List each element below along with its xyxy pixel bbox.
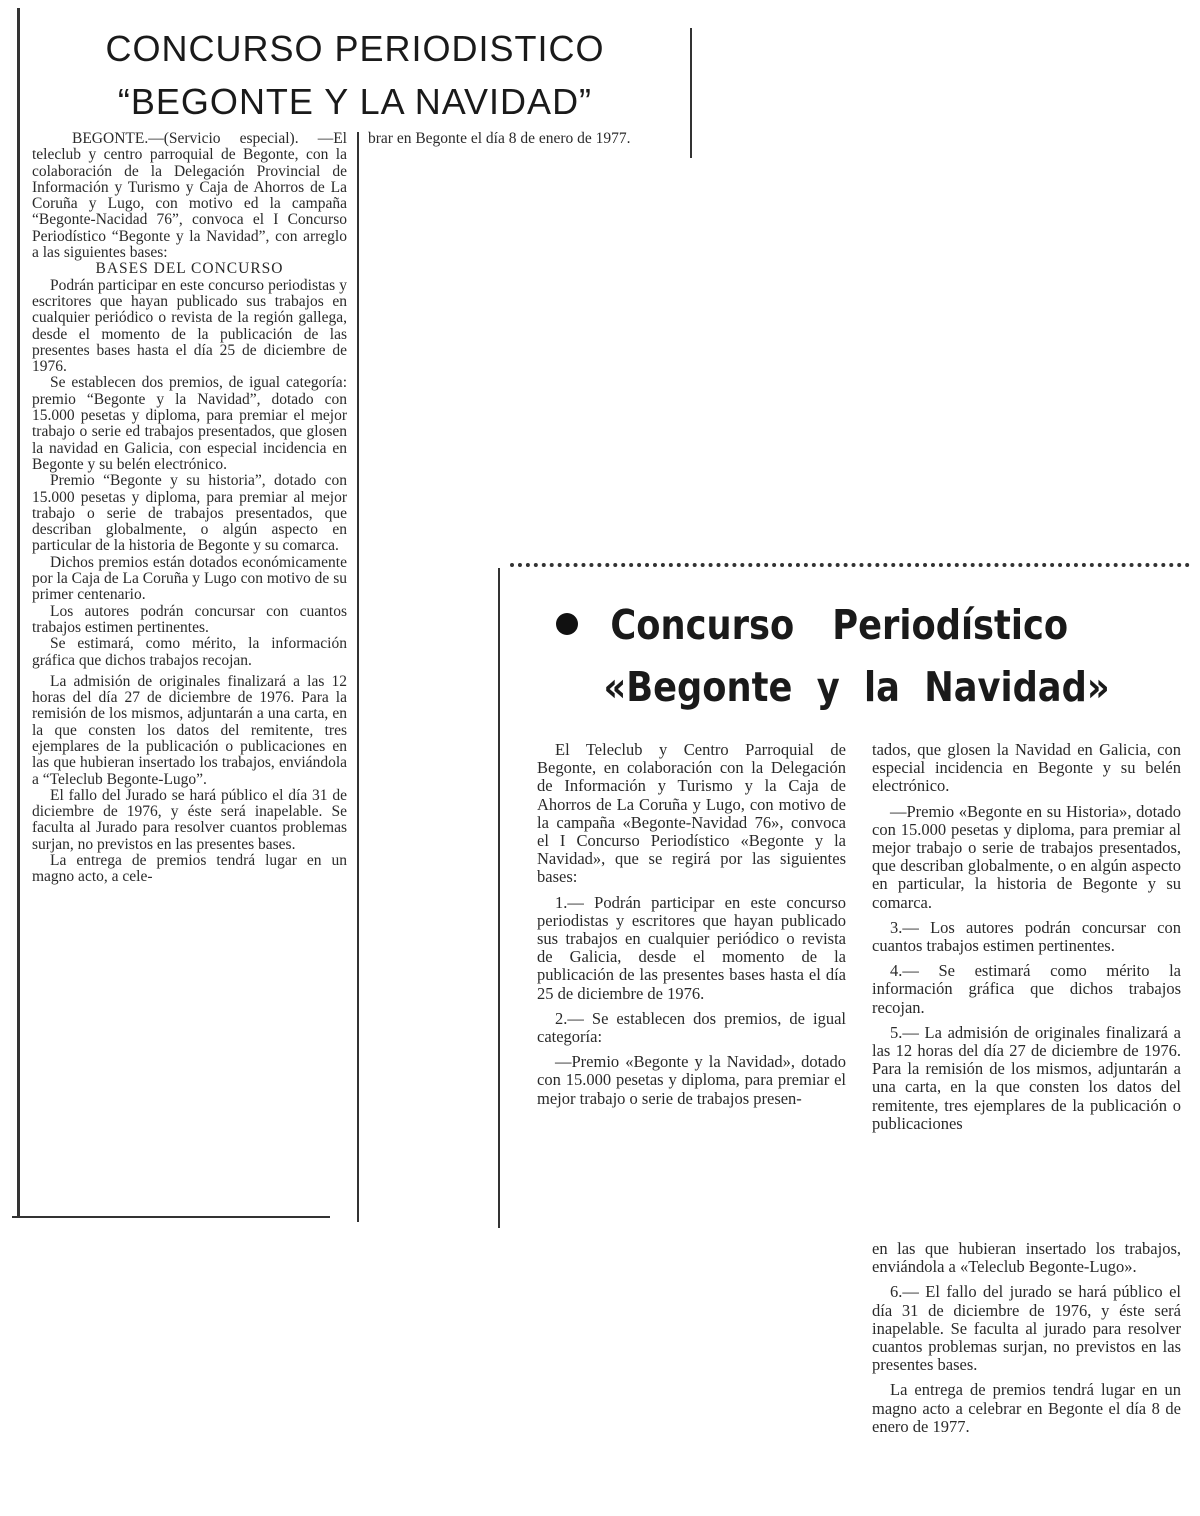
paragraph: brar en Begonte el día 8 de enero de 1977. [368, 130, 631, 147]
paragraph: La entrega de premios tendrá lugar en un magno acto a celebrar en Begonte el día 8 de enero de 1977. [872, 1380, 1181, 1436]
clipping2-headline-line1: Concurso Periodístico [610, 601, 1069, 649]
clipping1-headline [22, 22, 688, 128]
paragraph: 1.— Podrán participar en este concurso periodistas y escritores que hayan publicado sus trabajos en cualquier periódico o revista de Galicia, desde el momento de la publicación de las presentes bases hasta el día 25 de diciembre de 1976. [537, 892, 846, 1003]
paragraph: Dichos premios están dotados económicamente por la Caja de La Coruña y Lugo con motivo de su primer centenario. [32, 553, 347, 604]
paragraph: 4.— Se estimará como mérito la información gráfica que dichos trabajos recojan. [872, 961, 1181, 1017]
clipping2-headline [545, 594, 1110, 718]
section-heading: BASES DEL CONCURSO [95, 260, 284, 278]
clipping1-left-border [17, 8, 20, 1216]
clipping1-column-left [32, 131, 347, 886]
paragraph: Se establecen dos premios, de igual categoría: premio “Begonte y la Navidad”, dotado con 15.000 pesetas y diploma, para premiar el mejor trabajo o serie ed trabajos presentados, que glosen la navidad en Galicia, con especial incidencia en Begonte y su belén electrónico. [32, 374, 347, 473]
paragraph: Podrán participar en este concurso periodistas y escritores que hayan publicado sus trabajos en cualquier periódico o revista de la región gallega, desde el momento de la publicación de las presentes bases hasta el día 25 de diciembre de 1976. [32, 276, 347, 376]
clipping1-headline-line1: CONCURSO PERIODISTICO [105, 28, 605, 69]
paragraph: en las que hubieran insertado los trabajos, enviándola a «Teleclub Begonte-Lugo». [872, 1239, 1181, 1277]
clipping2-left-border [498, 568, 500, 1228]
paragraph: Los autores podrán concursar con cuantos trabajos estimen pertinentes. [32, 602, 347, 636]
clipping2-column-left [537, 741, 846, 1108]
clipping2-top-rule [510, 563, 1190, 567]
paragraph: La entrega de premios tendrá lugar en un magno acto, a cele- [32, 852, 347, 886]
clipping1-right-border [690, 28, 692, 158]
paragraph: Premio “Begonte y su historia”, dotado con 15.000 pesetas y diploma, para premiar al mejor trabajo o serie de trabajos presentados, que describan globalmente, o algún aspecto en particular de la historia de Begonte y su comarca. [32, 472, 347, 555]
paragraph: —Premio «Begonte en su Historia», dotado con 15.000 pesetas y diploma, para premiar al mejor trabajo o serie de trabajos presentados, que describan globalmente, o en algún aspecto en particular, la historia de Begonte y su comarca. [872, 801, 1181, 912]
paragraph: El fallo del Jurado se hará público el día 31 de diciembre de 1976, y éste será inapelable. Se faculta al Jurado para resolver cuantos problemas surjan, no previstos en las presentes bases. [32, 786, 347, 853]
clipping1-headline-line2: “BEGONTE Y LA NAVIDAD” [117, 81, 593, 122]
clipping2-column-continuation [872, 1240, 1181, 1436]
paragraph: tados, que glosen la Navidad en Galicia, con especial incidencia en Begonte y su belén electrónico. [872, 740, 1181, 796]
clipping1-column-divider [357, 132, 359, 1222]
clipping2-column-right [872, 741, 1181, 1133]
paragraph: 3.— Los autores podrán concursar con cuantos trabajos estimen pertinentes. [872, 917, 1181, 956]
clipping1-bottom-rule [12, 1216, 330, 1218]
paragraph: 6.— El fallo del jurado se hará público el día 31 de diciembre de 1976, y éste será inapelable. Se faculta al jurado para resolver cuantos problemas surjan, no previstos en las presentes bases. [872, 1282, 1181, 1375]
paragraph: Se estimará, como mérito, la información gráfica que dichos trabajos recojan. [32, 635, 347, 669]
clipping1-column-right [368, 131, 686, 147]
paragraph: La admisión de originales finalizará a las 12 horas del día 27 de diciembre de 1976. Para la remisión de los mismos, adjuntarán a una carta, en la que consten los datos del remitente, tres ejemplares de la publicación o publicaciones en las que hubieran insertado los trabajos, enviándola a “Teleclub Begonte-Lugo”. [32, 672, 347, 788]
paragraph: 5.— La admisión de originales finalizará a las 12 horas del día 27 de diciembre de 1976. Para la remisión de los mismos, adjuntarán a una carta, en la que consten los datos del remitente, tres ejemplares de la publicación o publicaciones [872, 1022, 1181, 1133]
paragraph: El Teleclub y Centro Parroquial de Begonte, en colaboración con la Delegación de Información y Turismo y la Caja de Ahorros de La Coruña y Lugo, con motivo de la campaña «Begonte-Navidad 76», convoca el I Concurso Periodístico «Begonte y la Navidad», que se regirá por las siguientes bases: [537, 740, 846, 887]
clipping2-headline-line2: «Begonte y la Navidad» [603, 663, 1110, 711]
paragraph: 2.— Se establecen dos premios, de igual categoría: [537, 1008, 846, 1047]
paragraph: BEGONTE.—(Servicio especial). —El teleclub y centro parroquial de Begonte, con la colaboración de la Delegación Provincial de Información y Turismo y Caja de Ahorros de La Coruña y Lugo, con motivo ed la campaña “Begonte-Nacidad 76”, convoca el I Concurso Periodístico “Begonte y la Navidad”, con arreglo a las siguientes bases: [32, 130, 347, 262]
paragraph: —Premio «Begonte y la Navidad», dotado con 15.000 pesetas y diploma, para premiar el mejor trabajo o serie de trabajos presen- [537, 1052, 846, 1108]
